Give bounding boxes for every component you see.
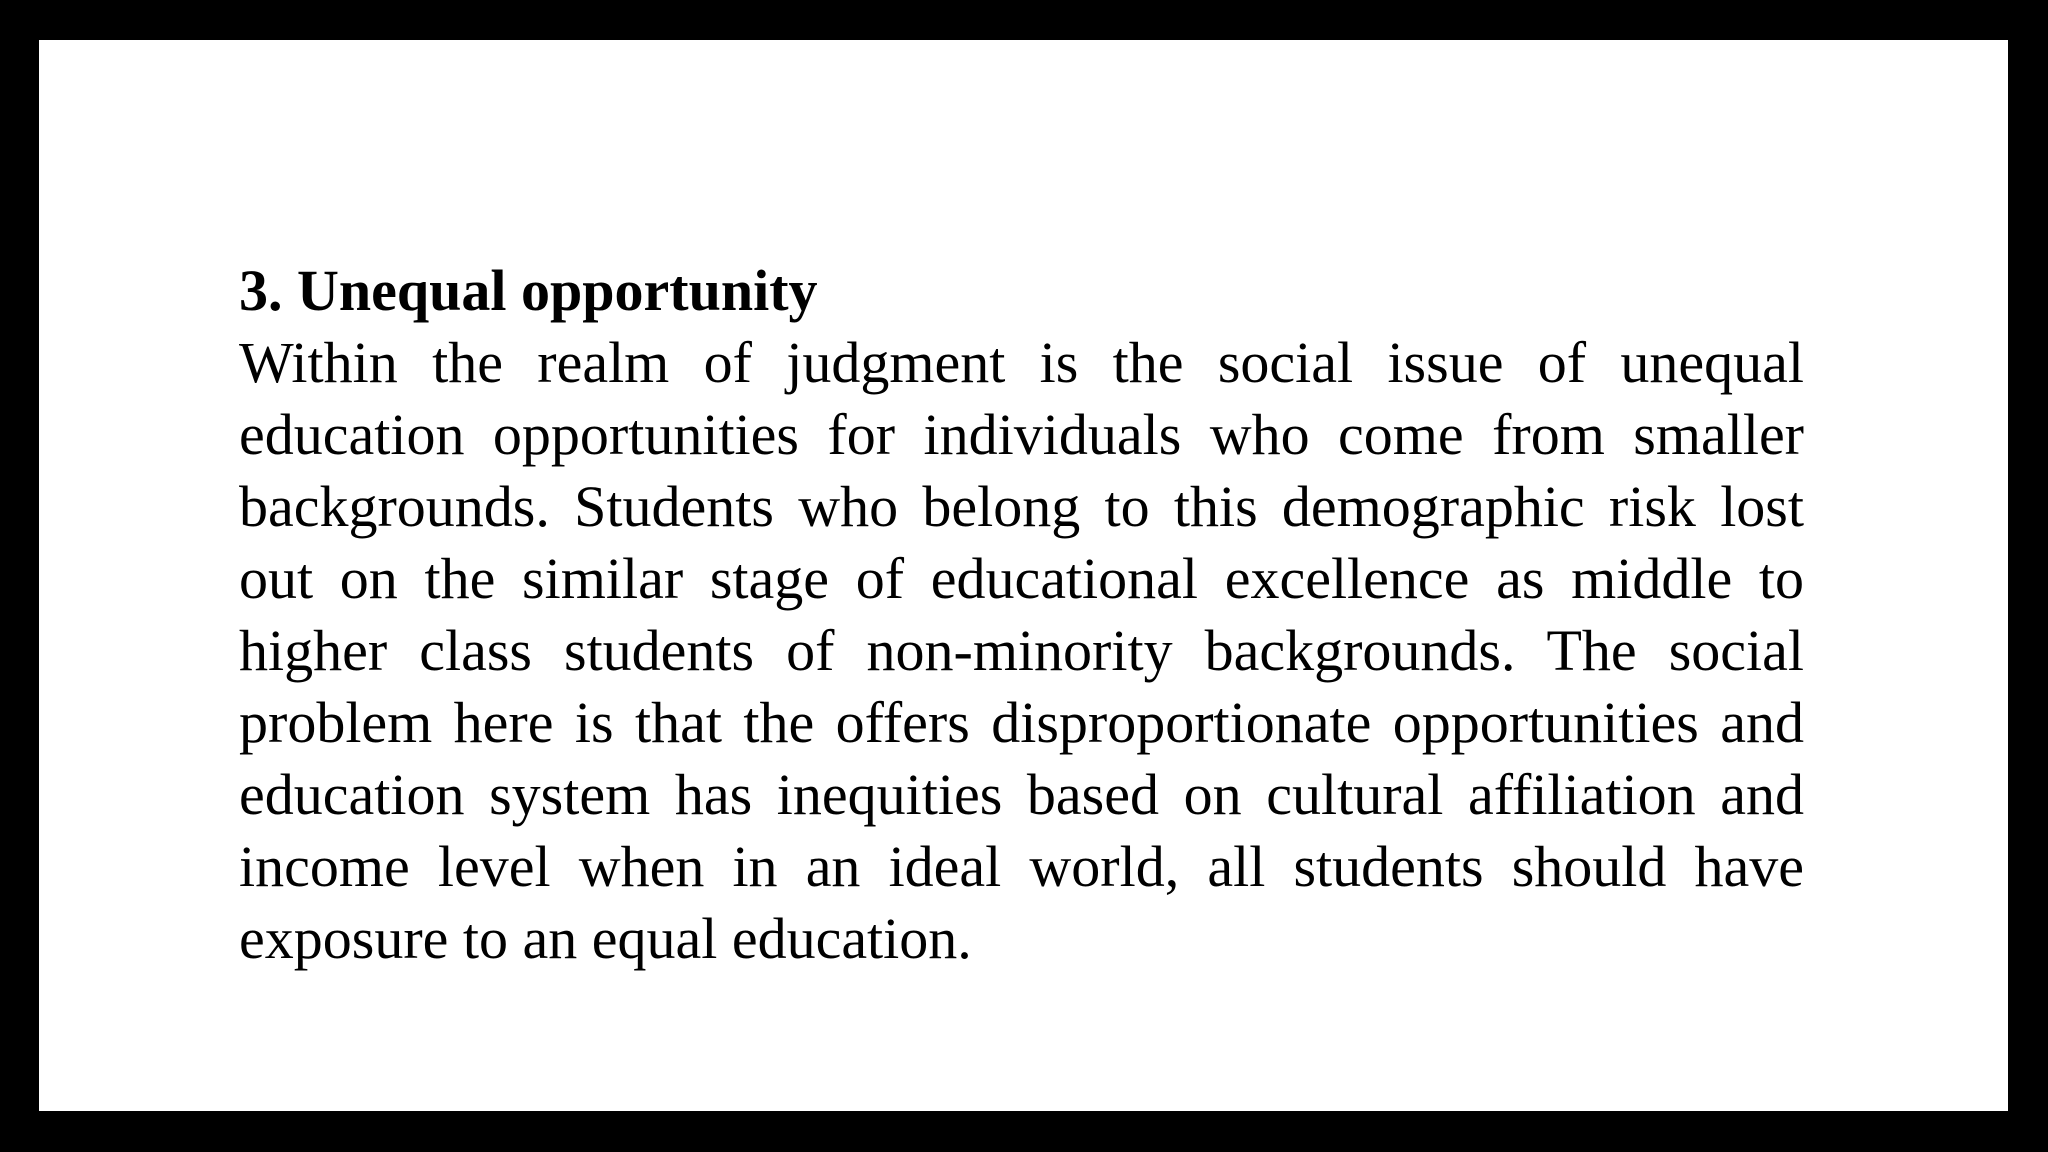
paragraph-line: Within the realm of judgment is the social issue of unequal [239,330,1804,395]
paragraph-line: higher class students of non-minority backgrounds. The social [239,618,1804,683]
body-paragraph [239,327,1804,975]
paragraph-line: out on the similar stage of educational excellence as middle to [239,546,1804,611]
document-page [39,40,2008,1111]
document-content [239,255,1804,975]
paragraph-line: problem here is that the offers disproportionate opportunities and [239,690,1804,755]
paragraph-line: income level when in an ideal world, all students should have [239,834,1804,899]
paragraph-line: education system has inequities based on cultural affiliation and [239,762,1804,827]
paragraph-line: exposure to an equal education. [239,906,972,971]
paragraph-line: education opportunities for individuals who come from smaller [239,402,1804,467]
section-heading: 3. Unequal opportunity [239,258,818,323]
paragraph-line: backgrounds. Students who belong to this demographic risk lost [239,474,1804,539]
